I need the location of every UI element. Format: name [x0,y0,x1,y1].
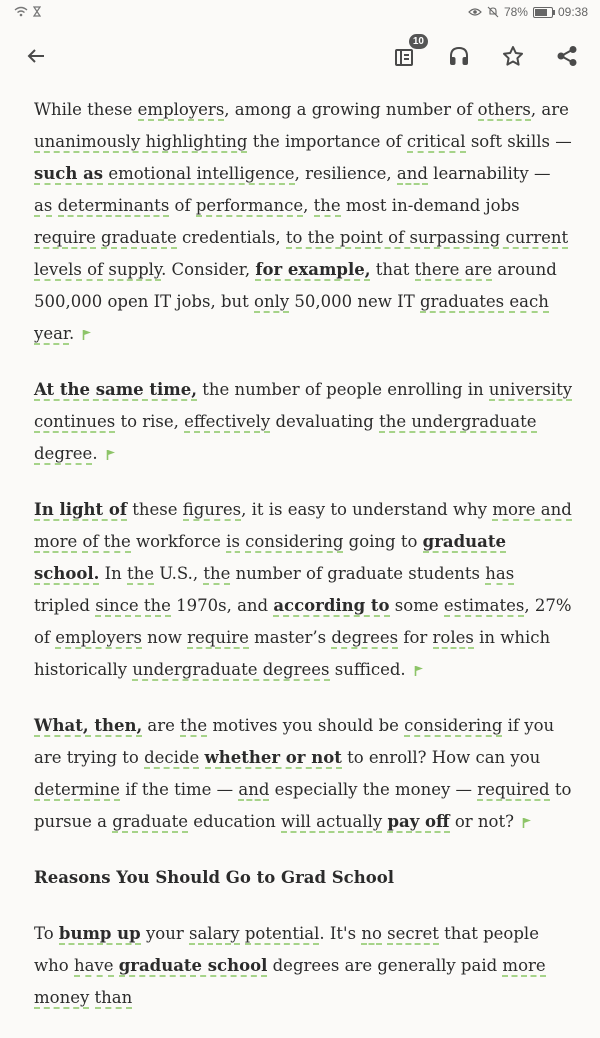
vocab-word[interactable]: supply [108,260,162,279]
text-run: , resilience, [294,164,397,183]
text-run: degrees are generally paid [267,956,503,975]
star-icon [502,45,524,67]
eye-icon [468,7,482,17]
status-left [14,6,41,17]
vocab-word[interactable]: secret [387,924,439,943]
vocab-word[interactable]: require [187,628,249,647]
text-run: , [303,196,314,215]
vocab-word[interactable]: university [488,380,573,399]
text-run: U.S., [154,564,204,583]
section-heading: Reasons You Should Go to Grad School [34,868,394,887]
status-bar [0,0,600,26]
text-run: master’s [248,628,332,647]
status-right [468,5,588,19]
text-run: workforce [130,532,227,551]
toolbar [0,26,600,86]
vocab-word[interactable]: graduate [112,812,188,831]
vocab-word[interactable]: salary [188,924,240,943]
vocab-word[interactable]: critical [406,132,466,151]
clock: 09:38 [557,5,588,19]
share-icon [556,45,578,67]
text-run: to rise, [115,412,185,431]
vocab-word[interactable]: for example, [255,260,371,279]
vocab-word[interactable]: whether or not [204,748,342,767]
notes-badge: 10 [409,34,428,49]
text-run: that [370,260,415,279]
text-run: around 500,000 open [34,260,557,311]
vocab-word[interactable]: employers [137,100,225,119]
paragraph-5 [34,918,574,1014]
vocab-word[interactable]: bump up [58,924,141,943]
text-run: , are [530,100,569,119]
text-run: 1970s, and [176,596,274,615]
vocab-word[interactable]: the undergraduate [379,412,537,431]
notes-button[interactable] [388,36,424,72]
share-button[interactable] [551,40,583,72]
text-run [52,196,57,215]
vocab-word[interactable]: considering [404,716,503,735]
text-run: some [389,596,444,615]
vocab-word[interactable]: degree [34,444,93,463]
text-run: that people who [34,924,539,975]
text-run: if you are [34,716,555,767]
text-run: IT jobs, but [153,292,255,311]
vocab-word[interactable]: determinants [57,196,170,215]
vocab-word[interactable]: employers [55,628,142,647]
vocab-word[interactable]: to the point of surpassing current levels of [34,228,569,279]
vocab-word[interactable]: graduates [419,292,505,311]
vocab-word[interactable]: such as [34,164,104,183]
text-run [199,748,204,767]
text-run: trying to [66,748,145,767]
vocab-word[interactable]: the [203,564,231,583]
text-run: tripled [34,596,96,615]
vocab-word[interactable]: graduate school [118,956,268,975]
vocab-word[interactable]: continues [34,412,116,431]
flag-icon[interactable] [106,449,116,461]
hourglass-icon [33,6,41,17]
text-run: soft skills — [465,132,572,151]
text-run: to enroll? How can you [341,748,541,767]
text-run: most in-demand jobs [340,196,520,215]
vocab-word[interactable]: of the [82,532,131,551]
text-run: sufficed. [329,660,406,679]
vocab-word[interactable]: since the [95,596,171,615]
vocab-word[interactable]: figures [182,500,242,519]
text-run: . It's [319,924,362,943]
text-run: In [99,564,127,583]
vocab-word[interactable]: more money [34,956,546,1007]
battery-level [535,9,547,16]
text-run: , among a growing number of [224,100,478,119]
text-run: now [141,628,188,647]
text-run: the number of people enrolling in [197,380,489,399]
back-button[interactable] [20,40,52,72]
text-run: your [140,924,189,943]
text-run: , 27% of [34,596,572,647]
vocab-word[interactable]: the [127,564,155,583]
vocab-word[interactable]: What, then, [34,716,143,735]
text-run: these [127,500,183,519]
paragraph-1 [34,94,574,350]
vocab-word[interactable]: has [485,564,515,583]
vocab-word[interactable]: as [34,196,53,215]
text-run: number of graduate students [230,564,486,583]
text-run: education [187,812,281,831]
text-run [114,956,119,975]
text-run: to pursue a [34,780,572,831]
text-run: . [92,444,98,463]
vocab-word[interactable]: undergraduate degrees [132,660,330,679]
vocab-word[interactable]: pay off [387,812,450,831]
headphones-icon [448,45,470,67]
notes-icon [393,45,415,67]
vocab-word[interactable]: more [34,532,78,551]
text-run: of [169,196,196,215]
text-run: going to [343,532,423,551]
vocab-word[interactable]: In light of [34,500,127,519]
text-run: credentials, [176,228,286,247]
back-arrow-icon [26,46,46,66]
vocab-word[interactable]: there are [414,260,493,279]
vocab-word[interactable]: than [94,988,133,1007]
text-run: motives you should be [207,716,405,735]
vocab-word[interactable]: required [477,780,550,799]
text-run: or not? [449,812,514,831]
text-run: especially the money — [269,780,478,799]
text-run: While these [34,100,138,119]
audio-button[interactable] [443,40,475,72]
text-run: the importance of [247,132,407,151]
flag-icon[interactable] [414,665,424,677]
vocab-word[interactable]: only [254,292,290,311]
vocab-word[interactable]: according to [273,596,390,615]
vocab-word[interactable]: decide [144,748,200,767]
vocab-word[interactable]: roles [432,628,474,647]
battery-percent: 78% [503,5,528,19]
text-run: for [398,628,433,647]
vocab-word[interactable]: is [226,532,240,551]
vocab-word[interactable]: require [34,228,96,247]
vocab-word[interactable]: degrees [331,628,399,647]
vocab-word[interactable]: effectively [184,412,271,431]
vocab-word[interactable]: each year [34,292,549,343]
vocab-word[interactable]: and [238,780,270,799]
paragraph-3 [34,494,574,686]
flag-icon[interactable] [522,817,532,829]
flag-icon[interactable] [82,329,92,341]
vocab-word[interactable]: graduate [101,228,177,247]
vocab-word[interactable]: potential [244,924,320,943]
vocab-word[interactable]: estimates [443,596,525,615]
paragraph-4 [34,710,574,838]
vocab-word[interactable]: graduate school. [34,532,506,583]
text-run: . Consider, [161,260,256,279]
text-run: learnability — [427,164,551,183]
vocab-word[interactable]: unanimously highlighting [34,132,248,151]
mute-bell-icon [487,6,499,18]
vocab-word[interactable]: determine [34,780,120,799]
favorite-button[interactable] [497,40,529,72]
text-run: devaluating [270,412,380,431]
battery-icon [533,7,553,18]
vocab-word[interactable]: others [477,100,531,119]
paragraph-2 [34,374,574,470]
vocab-word[interactable]: have [73,956,114,975]
vocab-word[interactable]: considering [245,532,344,551]
vocab-word[interactable]: At the same time, [34,380,198,399]
article-content [34,94,574,1038]
text-run: in which historically [34,628,551,679]
vocab-word[interactable]: the [180,716,208,735]
text-run: , it is easy to understand why [241,500,493,519]
text-run [89,988,94,1007]
vocab-word[interactable]: the [313,196,341,215]
vocab-word[interactable]: performance [195,196,304,215]
text-run: are [142,716,181,735]
text-run: To [34,924,59,943]
vocab-word[interactable]: and [396,164,428,183]
text-run: 50,000 new IT [289,292,420,311]
vocab-word[interactable]: more and [492,500,572,519]
text-run: . [69,324,75,343]
text-run: if the time — [125,780,239,799]
vocab-word[interactable]: no [361,924,382,943]
vocab-word[interactable]: emotional intelligence [108,164,295,183]
wifi-icon [14,6,28,17]
vocab-word[interactable]: will actually [280,812,383,831]
